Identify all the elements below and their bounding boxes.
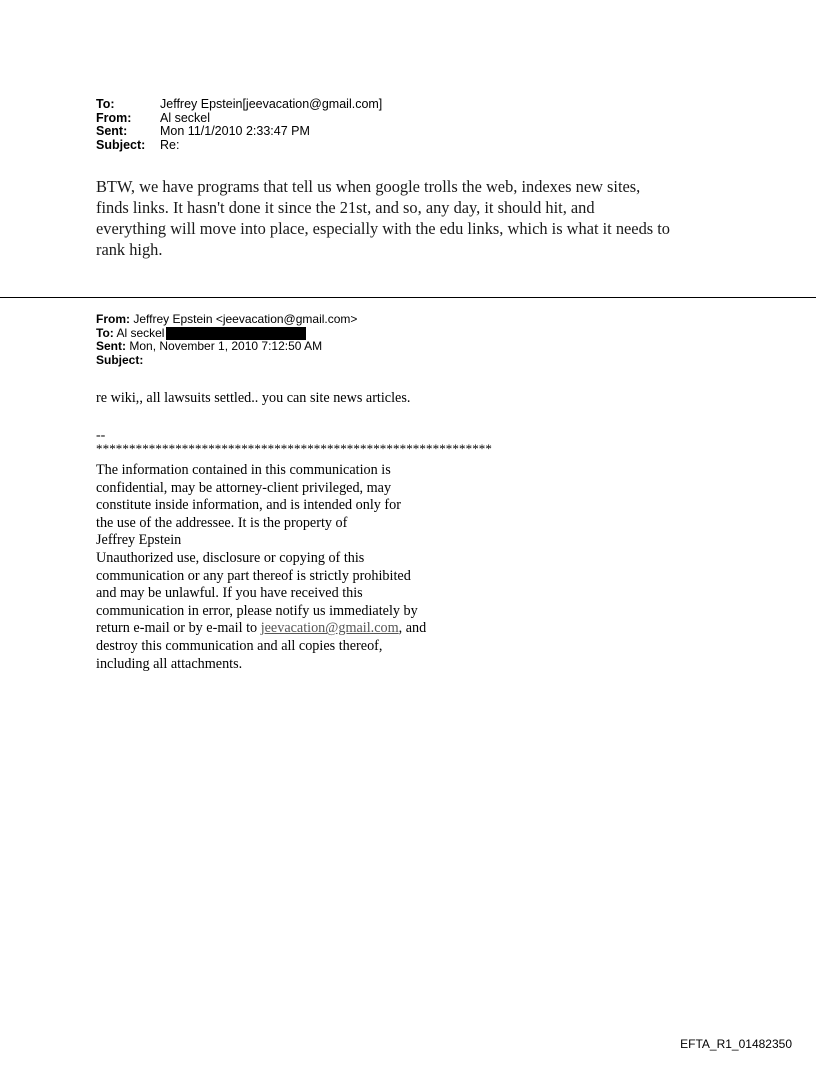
- disclaimer-line: destroy this communication and all copies thereof,: [96, 637, 383, 654]
- reply-body: [96, 176, 736, 260]
- quoted-header: [96, 313, 357, 367]
- quoted-sent-label: Sent:: [96, 339, 126, 353]
- reply-line: rank high.: [96, 240, 163, 259]
- disclaimer-line: and may be unlawful. If you have received this: [96, 585, 363, 602]
- quoted-from-row: [96, 313, 357, 327]
- subject-row: [96, 139, 382, 153]
- sent-row: [96, 125, 382, 139]
- to-row: [96, 98, 382, 112]
- disclaimer-line: The information contained in this communication is: [96, 462, 391, 478]
- quoted-from-value: Jeffrey Epstein <jeevacation@gmail.com>: [133, 312, 358, 326]
- quoted-sent-row: [96, 340, 357, 354]
- star-separator: ************************************************************: [96, 441, 492, 456]
- signature-dash: --: [96, 428, 106, 443]
- from-value: Al seckel: [160, 110, 211, 125]
- divider: [0, 297, 816, 298]
- quoted-body: re wiki,, all lawsuits settled.. you can site news articles.: [96, 390, 411, 406]
- quoted-subject-row: [96, 354, 357, 368]
- disclaimer-line: communication or any part thereof is strictly prohibited: [96, 567, 411, 584]
- reply-line: BTW, we have programs that tell us when google trolls the web, indexes new sites,: [96, 177, 641, 196]
- quoted-to-row: [96, 327, 357, 341]
- subject-value: Re:: [160, 137, 180, 152]
- disclaimer-line: Unauthorized use, disclosure or copying of this: [96, 549, 365, 566]
- quoted-sent-value: Mon, November 1, 2010 7:12:50 AM: [129, 339, 323, 353]
- disclaimer-line: communication in error, please notify us immediately by: [96, 602, 418, 619]
- disclaimer-line: confidential, may be attorney-client privileged, may: [96, 479, 392, 496]
- email-link[interactable]: jeevacation@gmail.com: [260, 620, 399, 637]
- quoted-subject-label: Subject:: [96, 352, 144, 367]
- redaction-block: [166, 327, 306, 340]
- quoted-to-label: To:: [96, 325, 114, 340]
- disclaimer: [96, 462, 496, 673]
- disclaimer-line-pre: return e-mail or by e-mail to: [96, 620, 261, 637]
- email-header: [96, 98, 382, 152]
- quoted-to-value: Al seckel: [116, 325, 165, 340]
- disclaimer-line: constitute inside information, and is intended only for: [96, 497, 401, 514]
- from-row: [96, 112, 382, 126]
- reply-line: finds links. It hasn't done it since the 21st, and so, any day, it should hit, and: [96, 198, 595, 217]
- from-label: From:: [96, 110, 132, 125]
- to-label: To:: [96, 97, 115, 111]
- document-id: EFTA_R1_01482350: [680, 1037, 792, 1051]
- sent-value: Mon 11/1/2010 2:33:47 PM: [160, 124, 310, 138]
- sent-label: Sent:: [96, 124, 128, 138]
- disclaimer-line: including all attachments.: [96, 655, 243, 672]
- disclaimer-line-post: , and: [398, 620, 427, 637]
- subject-label: Subject:: [96, 137, 146, 152]
- quoted-from-label: From:: [96, 312, 130, 326]
- reply-line: everything will move into place, especially with the edu links, which is what it needs to: [96, 219, 671, 238]
- to-value: Jeffrey Epstein[jeevacation@gmail.com]: [160, 97, 383, 111]
- disclaimer-line: the use of the addressee. It is the property of: [96, 514, 348, 531]
- disclaimer-line-with-link: [96, 620, 496, 638]
- disclaimer-line: Jeffrey Epstein: [96, 532, 182, 549]
